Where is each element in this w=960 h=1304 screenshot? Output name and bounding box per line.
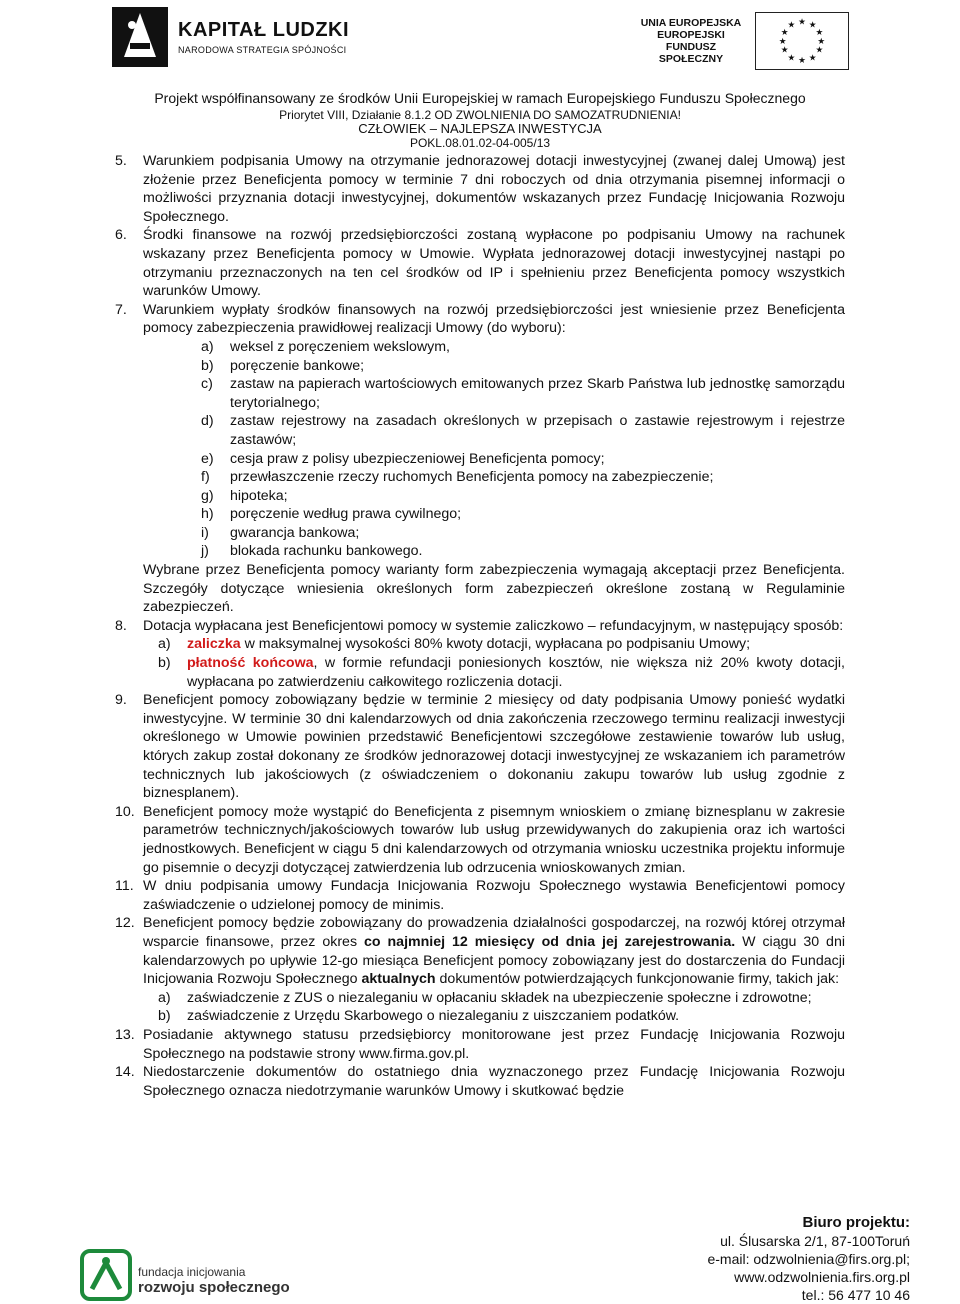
office-email: e-mail: odzwolnienia@firs.org.pl;: [707, 1251, 910, 1267]
paragraph-text: Warunkiem podpisania Umowy na otrzymanie jednorazowej dotacji inwestycyjnej (zwanej dalej Umową) jest złożenie przez Beneficjenta pomocy w terminie 7 dni roboczych od dnia otrzymania pisemnej informacji o możliwości przyznania dotacji inwestycyjnej, dokumentów wskazanych przez Fundację Inicjowania Rozwoju Społecznego.: [143, 153, 845, 225]
kapital-ludzki-emblem-icon: [110, 5, 170, 69]
list-text: zastaw na papierach wartościowych emitowanych przez Skarb Państwa lub jednostkę samorządu terytorialnego;: [230, 376, 845, 411]
office-title: Biuro projektu:: [802, 1214, 910, 1231]
paragraph-7: [115, 301, 845, 338]
list-letter: b): [158, 655, 171, 672]
bold-run: co najmniej 12 miesięcy od dnia jej zarejestrowania.: [364, 933, 736, 950]
paragraph-number: 6.: [115, 227, 127, 244]
list-letter: c): [201, 376, 213, 393]
svg-text:★: ★: [808, 20, 817, 31]
paragraph-number: 8.: [115, 617, 127, 634]
list-letter: b): [158, 1008, 171, 1025]
list-letter: i): [201, 524, 209, 541]
list-item: [115, 375, 845, 412]
paragraph-text: Wybrane przez Beneficjenta pomocy warianty form zabezpieczenia wymagają akceptacji przez Beneficjenta. Szczegóły dotyczące wniesienia określonych form zabezpieczeń określone zostaną w Regulaminie zabezpieczeń.: [143, 562, 845, 616]
eu-flag-icon: [755, 12, 849, 70]
list-item: [115, 542, 845, 561]
paragraph-number: 11.: [115, 878, 134, 895]
project-priority-line: Priorytet VIII, Działanie 8.1.2 OD ZWOLNIENIA DO SAMOZATRUDNIENIA!: [279, 108, 681, 122]
list-letter: g): [201, 487, 214, 504]
paragraph-text: Niedostarczenie dokumentów do ostatniego dnia wyznaczonego przez Fundację Inicjowania Rozwoju Społecznego oznacza niedotrzymanie warunków Umowy i skutkować będzie: [143, 1064, 845, 1099]
foundation-name-line-1: fundacja inicjowania: [138, 1265, 246, 1279]
list-text: weksel z poręczeniem wekslowym,: [230, 338, 450, 355]
list-text: przewłaszczenie rzeczy ruchomych Beneficjenta pomocy na zabezpieczenie;: [230, 469, 714, 486]
list-item: [115, 357, 845, 376]
svg-text:★: ★: [808, 53, 817, 64]
list-text: gwarancja bankowa;: [230, 524, 360, 541]
highlight-term: płatność końcowa: [187, 655, 314, 672]
foundation-logo: [80, 1245, 290, 1303]
svg-text:★: ★: [787, 20, 796, 31]
list-text: poręczenie bankowe;: [230, 357, 365, 374]
paragraph-7-note: [115, 561, 845, 617]
paragraph-number: 13.: [115, 1026, 135, 1043]
bold-run: aktualnych: [361, 971, 436, 988]
svg-text:★: ★: [817, 36, 826, 47]
text-run: Beneficjent pomocy będzie zobowiązany do prowadzenia działalności gospodarczej, na rozwój której otrzymał wsparcie finansowe, przez okres: [143, 915, 845, 950]
list-item: [115, 487, 845, 506]
list-text: blokada rachunku bankowego.: [230, 543, 423, 560]
paragraph-14: [115, 1063, 845, 1100]
eu-line-2: EUROPEJSKI: [657, 29, 725, 41]
list-text: zaświadczenie z ZUS o niezaleganiu w opłacaniu składek na ubezpieczenie społeczne i zdrowotne;: [187, 989, 812, 1006]
eu-logo: [635, 12, 850, 72]
svg-text:★: ★: [778, 36, 787, 47]
project-number-line: POKL.08.01.02-04-005/13: [409, 136, 551, 150]
document-body: [115, 152, 845, 1100]
list-item: [115, 1007, 845, 1026]
svg-text:★: ★: [815, 28, 824, 39]
paragraph-text: Beneficjent pomocy może wystąpić do Beneficjenta z pisemnym wnioskiem o zmianę biznesplanu w zakresie parametrów technicznych/jakościowych towarów lub usług przewidywanych do zakupienia oraz ich wartości jednostkowych. Beneficjent w ciągu 5 dni kalendarzowych od otrzymania wniosku uczestnika projektu informuje go pisemnie o decyzji dotyczącej zatwierdzenia lub odrzucenia wnioskowanych zmian.: [143, 803, 845, 876]
svg-text:★: ★: [798, 17, 806, 28]
svg-text:★: ★: [780, 28, 789, 39]
project-office-info: [707, 1214, 910, 1304]
paragraph-text: Posiadanie aktywnego statusu przedsiębiorcy monitorowane jest przez Fundację Inicjowania Rozwoju Społecznego na podstawie strony www.firma.gov.pl.: [143, 1026, 845, 1062]
paragraph-number: 9.: [115, 692, 127, 709]
list-item: [115, 338, 845, 357]
list-letter: e): [201, 450, 214, 467]
office-website: www.odzwolnienia.firs.org.pl: [734, 1269, 910, 1285]
highlight-term: zaliczka: [187, 636, 241, 653]
list-text: , w formie refundacji poniesionych kosztów, nie większa niż 20% kwoty dotacji, wypłacana po zatwierdzeniu całkowitego rozliczenia dotacji.: [187, 655, 845, 690]
paragraph-number: 7.: [115, 301, 127, 318]
project-funding-line: Projekt współfinansowany ze środków Unii Europejskiej w ramach Europejskiego Funduszu Społecznego: [154, 90, 806, 106]
paragraph-text: Dotacja wypłacana jest Beneficjentowi pomocy w systemie zaliczkowo – refundacyjnym, w następujący sposób:: [143, 617, 844, 634]
list-item: [115, 412, 845, 449]
paragraph-text: Środki finansowe na rozwój przedsiębiorczości zostaną wypłacone po podpisaniu Umowy na rachunek wskazany przez Beneficjenta pomocy w Umowie. Wypłata jednorazowej dotacji inwestycyjnej nastąpi po otrzymaniu przeznaczonych na ten cel środków od IP i spełnieniu przez Beneficjenta pomocy wszystkich warunków Umowy.: [143, 227, 845, 300]
list-letter: a): [158, 636, 171, 653]
list-letter: b): [201, 357, 214, 374]
text-run: W ciągu 30 dni kalendarzowych po upływie 12-go miesiąca Beneficjent pomocy zobowiązany jest do dostarczenia do Fundacji Inicjowania Rozwoju Społecznego: [143, 933, 845, 988]
paragraph-11: [115, 877, 845, 914]
paragraph-text: Warunkiem wypłaty środków finansowych na rozwój przedsiębiorczości jest wniesienie przez Beneficjenta pomocy zabezpieczenia prawidłowej realizacji Umowy (do wyboru):: [143, 301, 845, 337]
list-item: [115, 989, 845, 1008]
svg-text:★: ★: [780, 45, 789, 56]
list-text: hipoteka;: [230, 487, 288, 504]
list-text: poręczenie według prawa cywilnego;: [230, 506, 462, 523]
paragraph-13: [115, 1026, 845, 1063]
paragraph-9: [115, 691, 845, 803]
list-letter: a): [201, 338, 214, 355]
list-item: [115, 635, 845, 654]
eu-logo-text: [635, 17, 747, 65]
foundation-name-line-2: rozwoju społecznego: [138, 1279, 290, 1296]
list-letter: j): [201, 543, 209, 560]
paragraph-12: [115, 914, 845, 988]
paragraph-text: W dniu podpisania umowy Fundacja Inicjowania Rozwoju Społecznego wystawia Beneficjentowi pomocy zaświadczenie o udzielonej pomocy de minimis.: [143, 878, 845, 913]
text-run: dokumentów potwierdzających funkcjonowanie firmy, takich jak:: [435, 971, 840, 988]
list-item: [115, 524, 845, 543]
svg-text:★: ★: [787, 53, 796, 64]
list-item: [115, 505, 845, 524]
list-item: [115, 654, 845, 691]
list-letter: d): [201, 413, 214, 430]
list-letter: f): [201, 469, 210, 486]
paragraph-text: [143, 915, 845, 987]
kapital-ludzki-logo: [110, 5, 350, 69]
paragraph-number: 14.: [115, 1064, 135, 1081]
office-address: ul. Ślusarska 2/1, 87-100Toruń: [720, 1233, 910, 1249]
list-item: [115, 450, 845, 469]
project-slogan-line: CZŁOWIEK – NAJLEPSZA INWESTYCJA: [358, 121, 602, 136]
list-letter: h): [201, 506, 214, 523]
kapital-ludzki-subtitle: NARODOWA STRATEGIA SPÓJNOŚCI: [178, 45, 347, 55]
paragraph-8: [115, 617, 845, 636]
paragraph-number: 10.: [115, 803, 135, 820]
office-phone: tel.: 56 477 10 46: [801, 1287, 910, 1303]
list-text: w maksymalnej wysokości 80% kwoty dotacji, wypłacana po podpisaniu Umowy;: [240, 636, 751, 653]
paragraph-10: [115, 803, 845, 877]
foundation-emblem-icon: [80, 1249, 132, 1301]
eu-line-3: FUNDUSZ SPOŁECZNY: [658, 41, 724, 65]
paragraph-number: 12.: [115, 915, 135, 932]
list-text: zastaw rejestrowy na zasadach określonych w przepisach o zastawie rejestrowym i rejestrze zastawów;: [230, 413, 845, 448]
kapital-ludzki-title: KAPITAŁ LUDZKI: [178, 19, 350, 41]
svg-text:★: ★: [798, 56, 806, 67]
page-header: [0, 0, 960, 150]
list-text: cesja praw z polisy ubezpieczeniowej Beneficjenta pomocy;: [230, 450, 605, 467]
paragraph-number: 5.: [115, 153, 127, 169]
paragraph-5: [115, 152, 845, 226]
list-text: zaświadczenie z Urzędu Skarbowego o niezaleganiu z uiszczaniem podatków.: [187, 1008, 680, 1025]
list-item: [115, 468, 845, 487]
eu-line-1: UNIA EUROPEJSKA: [640, 17, 742, 29]
paragraph-6: [115, 226, 845, 300]
svg-text:★: ★: [815, 45, 824, 56]
list-letter: a): [158, 989, 171, 1006]
paragraph-text: Beneficjent pomocy zobowiązany będzie w terminie 2 miesięcy od daty podpisania Umowy ponieść wydatki inwestycyjne. W terminie 30 dni kalendarzowych od dnia zakończenia rzeczowego terminu realizacji inwestycji określonego w Umowie powinien przedstawić Beneficjentowi szczegółowe zestawienie towarów lub usług, których zakup został dokonany ze środków jednorazowej dotacji inwestycyjnej ze wskazaniem ich parametrów technicznych lub jakościowych (z oświadczeniem o dokonaniu zakupu towarów lub usług zgodnie z biznesplanem).: [143, 692, 845, 802]
